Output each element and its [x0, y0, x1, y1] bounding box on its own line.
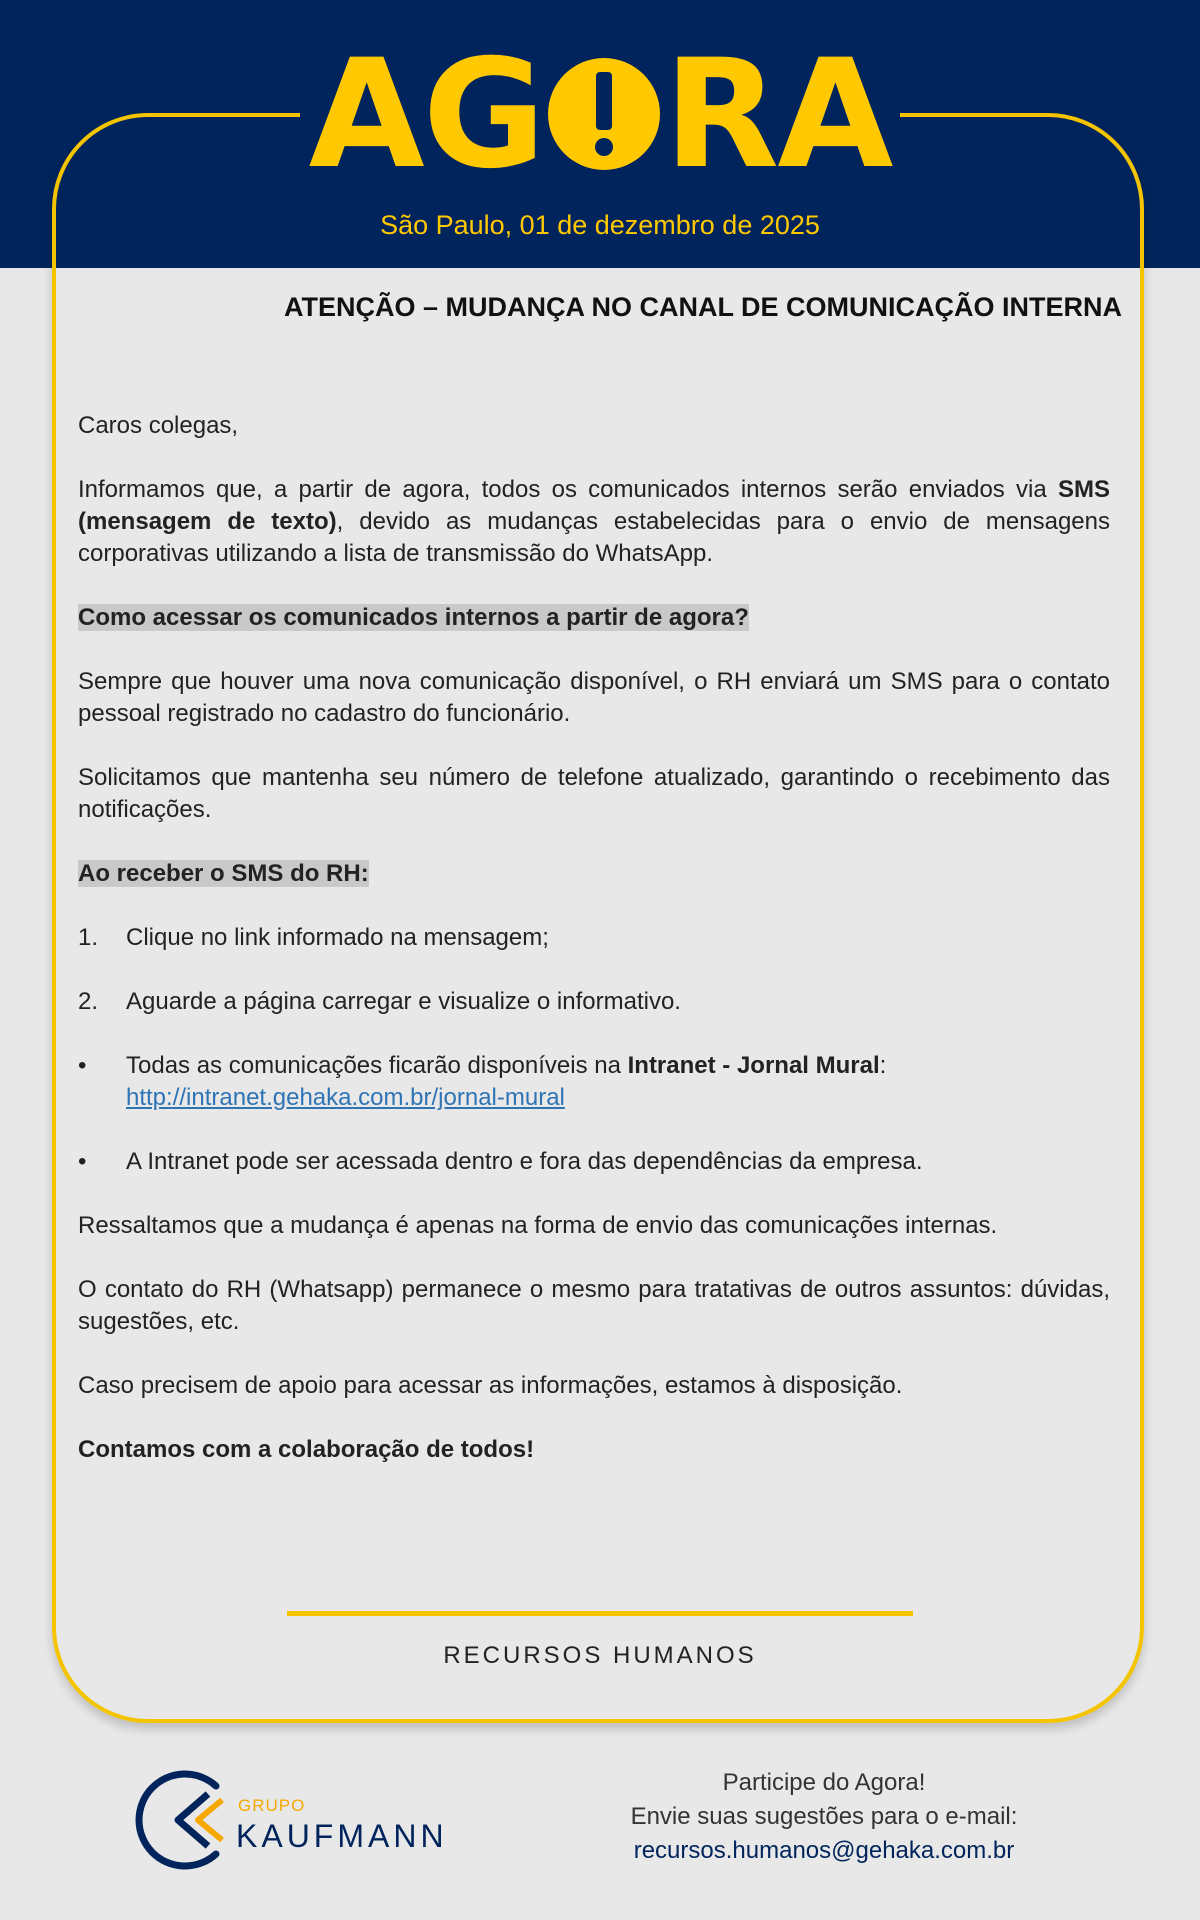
list-item-text: A Intranet pode ser acessada dentro e fora das dependências da empresa. — [126, 1148, 923, 1175]
paragraph-intro-bold: SMS (mensagem de texto) — [78, 476, 1110, 535]
page-title: ATENÇÃO – MUDANÇA NO CANAL DE COMUNICAÇÃO INTERNA — [284, 292, 1122, 322]
list-item — [78, 922, 1110, 954]
section-heading-access — [78, 602, 1110, 634]
brand-small: GRUPO — [238, 1796, 306, 1815]
list-item — [78, 986, 1110, 1018]
paragraph-support: Caso precisem de apoio para acessar as informações, estamos à disposição. — [78, 1372, 903, 1399]
bullet-icon: • — [78, 1052, 87, 1079]
list-number: 2. — [78, 988, 99, 1015]
paragraph-change: Ressaltamos que a mudança é apenas na forma de envio das comunicações internas. — [78, 1212, 998, 1239]
signature: RECURSOS HUMANOS — [443, 1642, 757, 1669]
intranet-name: Intranet - Jornal Mural — [627, 1052, 880, 1079]
paragraph-intro-text-end: , devido as mudanças estabelecidas para o envio de mensagens corporativas utilizando a lista de transmissão do WhatsApp. — [78, 508, 1111, 567]
header-date: São Paulo, 01 de dezembro de 2025 — [380, 210, 820, 240]
section-heading-access-text: Como acessar os comunicados internos a partir de agora? — [78, 604, 749, 631]
paragraph-contact: O contato do RH (Whatsapp) permanece o mesmo para tratativas de outros assuntos: dúvidas, sugestões, etc. — [78, 1276, 1110, 1335]
bullet-text: Todas as comunicações ficarão disponíveis na — [126, 1052, 628, 1079]
contact-email[interactable]: recursos.humanos@gehaka.com.br — [633, 1837, 1015, 1864]
list-item-text: Clique no link informado na mensagem; — [126, 924, 549, 951]
agora-logo — [0, 28, 1200, 202]
signature-line — [287, 1611, 913, 1616]
paragraph-sms: Sempre que houver uma nova comunicação disponível, o RH enviará um SMS para o contato pessoal registrado no cadastro do funcionário. — [78, 668, 1110, 727]
contact-line-1: Participe do Agora! — [722, 1769, 926, 1796]
contact-line-2: Envie suas sugestões para o e-mail: — [630, 1803, 1018, 1830]
paragraph-phone: Solicitamos que mantenha seu número de telefone atualizado, garantindo o recebimento das notificações. — [78, 764, 1110, 823]
list-item — [78, 1146, 1110, 1178]
list-item-text — [126, 1050, 1110, 1114]
bullet-icon: • — [78, 1148, 87, 1175]
section-heading-steps-text: Ao receber o SMS do RH: — [78, 860, 369, 887]
intranet-link[interactable]: http://intranet.gehaka.com.br/jornal-mural — [126, 1084, 565, 1111]
list-item — [78, 1050, 1110, 1114]
paragraph-intro — [78, 474, 1110, 570]
logo-text-left: AG — [308, 28, 544, 202]
list-item-text: Aguarde a página carregar e visualize o informativo. — [126, 988, 681, 1015]
logo-text-right: RA — [663, 28, 892, 202]
section-heading-steps — [78, 858, 1110, 890]
brand-large: KAUFMANN — [236, 1818, 448, 1854]
bullet-colon: : — [879, 1052, 887, 1079]
closing-line: Contamos com a colaboração de todos! — [78, 1436, 535, 1463]
exclamation-icon — [548, 58, 660, 170]
footer-contact — [594, 1766, 1054, 1868]
list-number: 1. — [78, 924, 99, 951]
greeting: Caros colegas, — [78, 412, 239, 439]
letter-body — [78, 410, 1110, 1498]
paragraph-intro-text: Informamos que, a partir de agora, todos os comunicados internos serão enviados via — [78, 476, 1058, 503]
